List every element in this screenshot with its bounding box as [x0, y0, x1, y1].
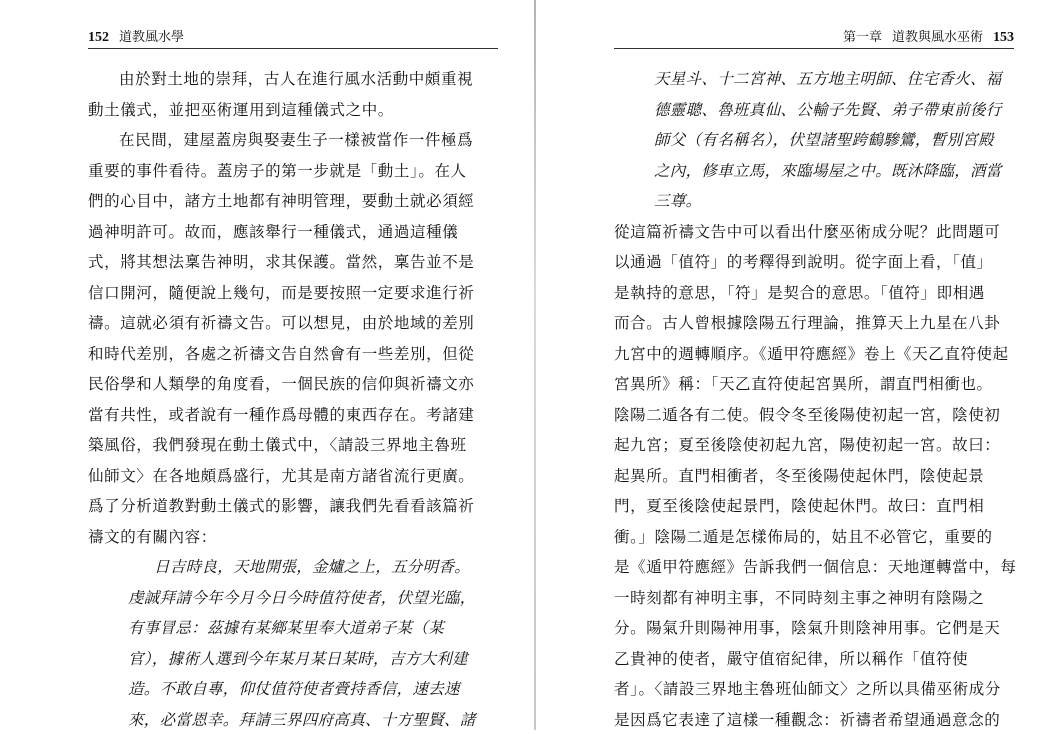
quoted-prayer-line: 官），據術人選到今年某月某日某時，吉方大利建 [88, 644, 498, 675]
text-line: 動土儀式，並把巫術運用到這種儀式之中。 [88, 95, 498, 126]
text-line: 禱文的有關內容： [88, 522, 498, 553]
text-line: 爲了分析道教對動土儀式的影響，讓我們先看看該篇祈 [88, 491, 498, 522]
text-line: 是《遁甲符應經》告訴我們一個信息：天地運轉當中，每 [614, 552, 1024, 583]
text-line: 由於對土地的崇拜，古人在進行風水活動中頗重視 [88, 64, 498, 95]
text-line: 者」。〈請設三界地主魯班仙師文〉之所以具備巫術成分 [614, 674, 1024, 705]
text-line: 重要的事件看待。蓋房子的第一步就是「動土」。在人 [88, 156, 498, 187]
text-line: 陰陽二遁各有二使。假令冬至後陽使初起一宮，陰使初 [614, 400, 1024, 431]
quoted-prayer-line: 來，必當恩幸。拜請三界四府高真、十方聖賢、諸 [88, 705, 498, 735]
text-line: 分。陽氣升則陽神用事，陰氣升則陰神用事。它們是天 [614, 613, 1024, 644]
left-running-header [88, 28, 498, 49]
text-line: 起異所。直門相衝者，冬至後陽使起休門，陰使起景 [614, 461, 1024, 492]
quoted-prayer-line: 有事冒忌：茲據有某鄉某里奉大道弟子某（某 [88, 613, 498, 644]
right-running-head: 道教與風水巫術 [892, 30, 983, 45]
quoted-prayer-line: 虔誠拜請今年今月今日今時值符使者，伏望光臨， [88, 583, 498, 614]
text-line: 是因爲它表達了這樣一種觀念：祈禱者希望通過意念的 [614, 705, 1024, 735]
text-line: 從這篇祈禱文告中可以看出什麼巫術成分呢？此問題可 [614, 217, 1024, 248]
text-line: 一時刻都有神明主事，不同時刻主事之神明有陰陽之 [614, 583, 1024, 614]
left-page-number: 152 [88, 30, 109, 45]
text-line: 是執持的意思，「符」是契合的意思。「值符」即相遇 [614, 278, 1024, 309]
text-line: 們的心目中，諸方土地都有神明管理，要動土就必須經 [88, 186, 498, 217]
text-line: 而合。古人曾根據陰陽五行理論，推算天上九星在八卦 [614, 308, 1024, 339]
text-line: 乙貴神的使者，嚴守值宿紀律，所以稱作「值符使 [614, 644, 1024, 675]
right-page-text [614, 64, 1024, 735]
text-line: 起九宮；夏至後陰使初起九宮，陽使初起一宮。故曰： [614, 430, 1024, 461]
text-line: 宮異所》稱：「天乙直符使起宮異所，謂直門相衝也。 [614, 369, 1024, 400]
quoted-prayer-line: 之內，修車立馬，來臨場屋之中。既沐降臨，酒當 [614, 156, 1024, 187]
right-chapter-label: 第一章 [843, 30, 882, 45]
quoted-prayer-line: 日吉時良，天地開張，金爐之上，五分明香。 [88, 552, 498, 583]
left-page [0, 0, 530, 730]
quoted-prayer-line: 天星斗、十二宮神、五方地主明師、住宅香火、福 [614, 64, 1024, 95]
right-page [540, 0, 1062, 730]
quoted-prayer-line: 三尊。 [614, 186, 1024, 217]
text-line: 過神明許可。故而，應該舉行一種儀式，通過這種儀 [88, 217, 498, 248]
quoted-prayer-line: 造。不敢自專，仰仗值符使者賫持香信，速去速 [88, 674, 498, 705]
text-line: 門，夏至後陰使起景門，陰使起休門。故曰：直門相 [614, 491, 1024, 522]
text-line: 仙師文〉在各地頗爲盛行，尤其是南方諸省流行更廣。 [88, 461, 498, 492]
text-line: 和時代差別，各處之祈禱文告自然會有一些差別，但從 [88, 339, 498, 370]
text-line: 式，將其想法稟告神明，求其保護。當然，稟告並不是 [88, 247, 498, 278]
quoted-prayer-line: 師父（有名稱名），伏望諸聖跨鶴驂鸞，暫別宮殿 [614, 125, 1024, 156]
book-spine [534, 0, 536, 730]
quoted-prayer-line: 德靈聰、魯班真仙、公輸子先賢、弟子帶東前後行 [614, 95, 1024, 126]
left-page-text [88, 64, 498, 735]
right-page-number: 153 [993, 30, 1014, 45]
text-line: 以通過「值符」的考釋得到說明。從字面上看，「值」 [614, 247, 1024, 278]
text-line: 信口開河，隨便說上幾句，而是要按照一定要求進行祈 [88, 278, 498, 309]
text-line: 在民間，建屋蓋房與娶妻生子一樣被當作一件極爲 [88, 125, 498, 156]
text-line: 九宮中的週轉順序。《遁甲符應經》卷上《天乙直符使起 [614, 339, 1024, 370]
left-running-head: 道教風水學 [119, 30, 184, 45]
text-line: 衝。」陰陽二遁是怎樣佈局的，姑且不必管它，重要的 [614, 522, 1024, 553]
text-line: 當有共性，或者說有一種作爲母體的東西存在。考諸建 [88, 400, 498, 431]
text-line: 築風俗，我們發現在動土儀式中，〈請設三界地主魯班 [88, 430, 498, 461]
right-running-header [614, 28, 1014, 49]
text-line: 禱。這就必須有祈禱文告。可以想見，由於地域的差別 [88, 308, 498, 339]
text-line: 民俗學和人類學的角度看，一個民族的信仰與祈禱文亦 [88, 369, 498, 400]
